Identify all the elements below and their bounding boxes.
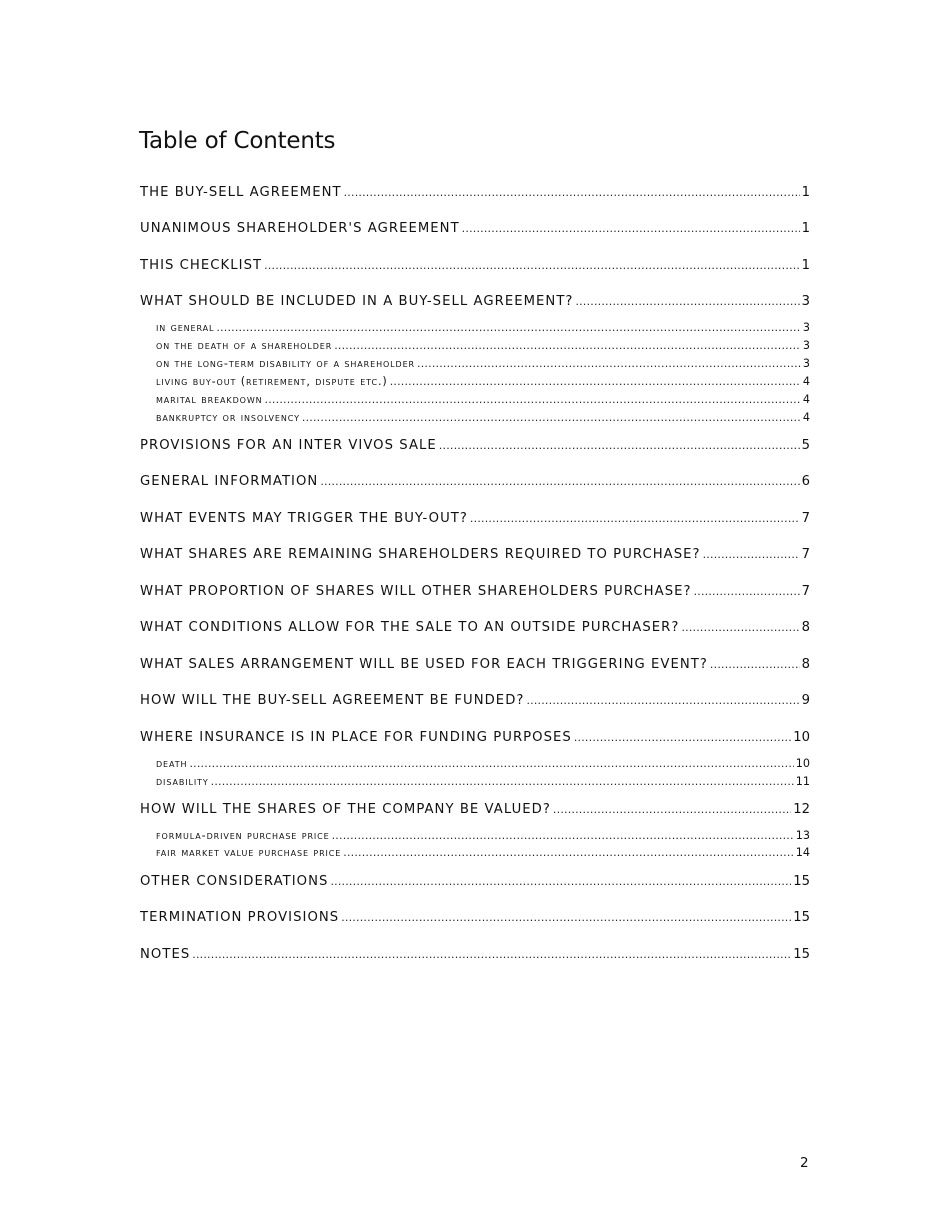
- toc-entry[interactable]: [140, 294, 810, 312]
- page-title: Table of Contents: [139, 128, 336, 154]
- toc-entry[interactable]: [140, 802, 810, 820]
- dot-leader: [710, 657, 800, 672]
- toc-subentry[interactable]: [140, 393, 810, 409]
- toc-entry-label: UNANIMOUS SHAREHOLDER'S AGREEMENT: [140, 221, 460, 236]
- toc-entry[interactable]: [140, 438, 810, 456]
- toc-entry[interactable]: [140, 474, 810, 492]
- toc-entry-label: HOW WILL THE SHARES OF THE COMPANY BE VALUED?: [140, 802, 551, 817]
- toc-entry[interactable]: [140, 511, 810, 529]
- dot-leader: [439, 438, 800, 453]
- toc-subentry[interactable]: [140, 339, 810, 355]
- dot-leader: [574, 730, 791, 745]
- toc-entry-page: 14: [795, 846, 810, 859]
- dot-leader: [211, 775, 794, 788]
- toc-entry-label: WHAT SHARES ARE REMAINING SHAREHOLDERS REQUIRED TO PURCHASE?: [140, 547, 701, 562]
- toc-entry[interactable]: [140, 620, 810, 638]
- dot-leader: [332, 829, 794, 842]
- dot-leader: [320, 474, 799, 489]
- toc-entry-label: PROVISIONS FOR AN INTER VIVOS SALE: [140, 438, 437, 453]
- toc-entry-page: 6: [801, 474, 810, 489]
- toc-entry-label: in general: [156, 321, 215, 334]
- toc-subentry[interactable]: [140, 775, 810, 791]
- toc-entry-page: 1: [801, 258, 810, 273]
- dot-leader: [344, 185, 800, 200]
- toc-entry-label: on the long-term disability of a shareholder: [156, 357, 416, 370]
- toc-entry-label: OTHER CONSIDERATIONS: [140, 874, 329, 889]
- toc-entry-page: 5: [801, 438, 810, 453]
- page-number: 2: [800, 1155, 809, 1171]
- toc-entry-label: fair market value purchase price: [156, 846, 342, 859]
- dot-leader: [390, 375, 801, 388]
- dot-leader: [526, 693, 799, 708]
- toc-entry-page: 7: [801, 511, 810, 526]
- toc-entry-page: 9: [801, 693, 810, 708]
- toc-entry-label: bankruptcy or insolvency: [156, 411, 300, 424]
- dot-leader: [302, 411, 801, 424]
- toc-entry-page: 4: [802, 411, 810, 424]
- toc-entry-label: WHAT EVENTS MAY TRIGGER THE BUY-OUT?: [140, 511, 468, 526]
- toc-entry-page: 3: [802, 357, 810, 370]
- toc-entry-page: 7: [801, 547, 810, 562]
- toc-entry-label: WHAT PROPORTION OF SHARES WILL OTHER SHAREHOLDERS PURCHASE?: [140, 584, 692, 599]
- toc-entry-page: 11: [795, 775, 810, 788]
- toc-entry[interactable]: [140, 258, 810, 276]
- toc-entry-page: 1: [801, 221, 810, 236]
- toc-entry-label: living buy-out (retirement, dispute etc.): [156, 375, 388, 388]
- toc-entry-page: 4: [802, 375, 810, 388]
- dot-leader: [553, 802, 791, 817]
- toc-entry-page: 10: [795, 757, 810, 770]
- toc-entry-label: formula-driven purchase price: [156, 829, 330, 842]
- dot-leader: [462, 221, 800, 236]
- toc-entry[interactable]: [140, 547, 810, 565]
- dot-leader: [575, 294, 799, 309]
- toc-entry-label: HOW WILL THE BUY-SELL AGREEMENT BE FUNDED?: [140, 693, 525, 708]
- toc-entry-page: 8: [801, 657, 810, 672]
- toc-entry-page: 10: [793, 730, 810, 745]
- dot-leader: [681, 620, 799, 635]
- toc-entry-label: WHAT SALES ARRANGEMENT WILL BE USED FOR EACH TRIGGERING EVENT?: [140, 657, 708, 672]
- toc-entry[interactable]: [140, 221, 810, 239]
- toc-entry-label: death: [156, 757, 188, 770]
- dot-leader: [192, 947, 791, 962]
- toc-subentry[interactable]: [140, 846, 810, 862]
- toc-entry-label: marital breakdown: [156, 393, 263, 406]
- toc-entry-page: 13: [795, 829, 810, 842]
- toc-entry-label: disability: [156, 775, 209, 788]
- toc-entry[interactable]: [140, 730, 810, 748]
- toc-entry-page: 15: [793, 947, 810, 962]
- toc-entry-label: THE BUY-SELL AGREEMENT: [140, 185, 342, 200]
- toc-entry-label: WHAT SHOULD BE INCLUDED IN A BUY-SELL AGREEMENT?: [140, 294, 574, 309]
- toc-entry-page: 4: [802, 393, 810, 406]
- dot-leader: [343, 846, 794, 859]
- toc-entry-page: 7: [801, 584, 810, 599]
- toc-entry[interactable]: [140, 874, 810, 892]
- dot-leader: [334, 339, 801, 352]
- toc-subentry[interactable]: [140, 829, 810, 845]
- toc-subentry[interactable]: [140, 757, 810, 773]
- toc-entry[interactable]: [140, 947, 810, 965]
- toc-entry-page: 3: [802, 339, 810, 352]
- dot-leader: [216, 321, 801, 334]
- dot-leader: [470, 511, 800, 526]
- toc-entry-label: TERMINATION PROVISIONS: [140, 910, 340, 925]
- toc-entry-page: 3: [801, 294, 810, 309]
- toc-subentry[interactable]: [140, 375, 810, 391]
- toc-subentry[interactable]: [140, 357, 810, 373]
- toc-entry[interactable]: [140, 185, 810, 203]
- toc-entry-page: 3: [802, 321, 810, 334]
- toc-entry[interactable]: [140, 693, 810, 711]
- toc-entry-label: on the death of a shareholder: [156, 339, 333, 352]
- toc-subentry[interactable]: [140, 411, 810, 427]
- toc-entry-page: 15: [793, 874, 810, 889]
- toc-entry[interactable]: [140, 657, 810, 675]
- dot-leader: [330, 874, 791, 889]
- dot-leader: [694, 584, 800, 599]
- toc-subentry[interactable]: [140, 321, 810, 337]
- dot-leader: [417, 357, 801, 370]
- toc-entry-label: WHERE INSURANCE IS IN PLACE FOR FUNDING PURPOSES: [140, 730, 572, 745]
- toc-entry[interactable]: [140, 910, 810, 928]
- dot-leader: [189, 757, 793, 770]
- toc-entry-page: 12: [793, 802, 810, 817]
- toc-entry-label: NOTES: [140, 947, 191, 962]
- toc-entry-label: THIS CHECKLIST: [140, 258, 263, 273]
- dot-leader: [265, 393, 801, 406]
- toc-entry-label: GENERAL INFORMATION: [140, 474, 319, 489]
- toc-entry-page: 1: [801, 185, 810, 200]
- toc-entry[interactable]: [140, 584, 810, 602]
- dot-leader: [264, 258, 800, 273]
- toc-entry-page: 15: [793, 910, 810, 925]
- toc-entry-label: WHAT CONDITIONS ALLOW FOR THE SALE TO AN OUTSIDE PURCHASER?: [140, 620, 680, 635]
- toc-entry-page: 8: [801, 620, 810, 635]
- dot-leader: [341, 910, 791, 925]
- dot-leader: [703, 547, 800, 562]
